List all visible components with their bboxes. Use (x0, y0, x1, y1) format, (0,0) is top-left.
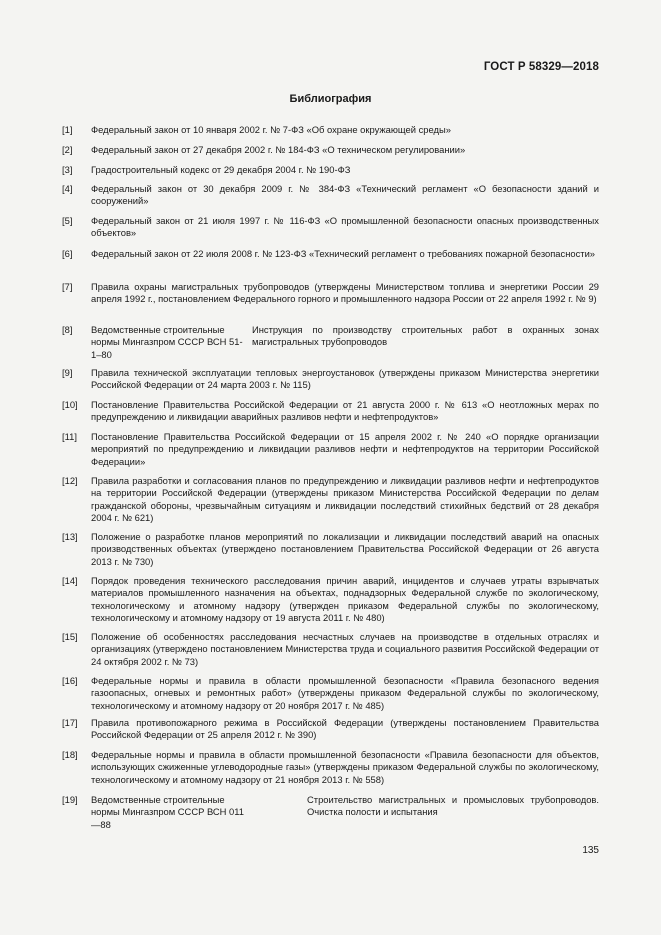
entry-number: [5] (62, 215, 73, 226)
entry-text: Градостроительный кодекс от 29 декабря 2004 г. № 190-ФЗ (91, 164, 351, 175)
document-code: ГОСТ Р 58329—2018 (483, 61, 599, 73)
entry-text: Порядок проведения технического расследования причин аварий, инцидентов и случаев утраты взрывчатых материалов промышленного назначения на объектах, поднадзорных Федеральной службе по экологическому, технологическому и атомному надзору (утвержден приказом Федеральной службы по экологическому, технологическому и атомному надзору от 19 августа 2011 г. № 480) (91, 575, 599, 623)
entry-number: [13] (62, 531, 78, 542)
entry-number: [3] (62, 164, 73, 175)
bibliography-entry (62, 324, 599, 360)
entry-text: Положение об особенностях расследования несчастных случаев на производстве в отдельных отраслях и организациях (утверждено постановлением Министерства труда и социального развития Российской Федерации от 24 октября 2002 г. № 73) (91, 631, 599, 667)
entry-number: [8] (62, 324, 73, 335)
entry-source: Ведомственные строительные нормы Мингазпром СССР ВСН 51-1–80 (91, 324, 243, 360)
bibliography-entry (62, 281, 599, 306)
bibliography-entry (62, 675, 599, 712)
entry-text: Правила противопожарного режима в Российской Федерации (утверждены постановлением Правительства Российской Федерации от 25 апреля 2012 г. № 390) (91, 717, 599, 741)
entry-text: Федеральные нормы и правила в области промышленной безопасности «Правила безопасности для объектов, использующих сжиженные углеводородные газы» (утверждены приказом Федеральной службы по экологическому, технологическому и атомному надзору от 21 ноября 2013 г. № 558) (91, 749, 599, 785)
page-number: 135 (582, 845, 599, 856)
entry-number: [18] (62, 749, 78, 760)
bibliography-entry (62, 475, 599, 524)
entry-number: [10] (62, 399, 78, 410)
bibliography-entry (62, 631, 599, 668)
bibliography-entry (62, 164, 599, 176)
entry-number: [4] (62, 183, 73, 194)
entry-text: Федеральный закон от 27 декабря 2002 г. № 184-ФЗ «О техническом регулировании» (91, 144, 466, 155)
bibliography-entry (62, 575, 599, 624)
bibliography-entry (62, 717, 599, 742)
entry-number: [7] (62, 281, 73, 292)
bibliography-entry (62, 399, 599, 424)
entry-text: Федеральный закон от 21 июля 1997 г. № 116-ФЗ «О промышленной безопасности опасных производственных объектов» (91, 215, 599, 239)
entry-number: [6] (62, 248, 73, 259)
entry-number: [14] (62, 575, 78, 586)
entry-number: [15] (62, 631, 78, 642)
bibliography-entry (62, 124, 599, 136)
bibliography-entry (62, 431, 599, 468)
bibliography-entry (62, 367, 599, 392)
bibliography-entry (62, 144, 599, 156)
entry-text: Федеральные нормы и правила в области промышленной безопасности «Правила безопасного ведения газоопасных, огневых и ремонтных работ» (утверждены приказом Федеральной службы по экологическому, технологическому и атомному надзору от 20 ноября 2017 г. № 485) (91, 675, 599, 711)
entry-number: [1] (62, 124, 73, 135)
entry-text: Постановление Правительства Российской Федерации от 15 апреля 2002 г. № 240 «О порядке организации мероприятий по предупреждению и ликвидации разливов нефти и нефтепродуктов на территории Российской Федерации» (91, 431, 599, 467)
entry-text: Федеральный закон от 30 декабря 2009 г. № 384-ФЗ «Технический регламент «О безопасности зданий и сооружений» (91, 183, 599, 207)
entry-number: [16] (62, 675, 78, 686)
section-title: Библиография (289, 93, 372, 105)
entry-number: [2] (62, 144, 73, 155)
entry-number: [12] (62, 475, 78, 486)
entry-title: Инструкция по производству строительных работ в охранных зонах магистральных трубопроводов (252, 324, 599, 348)
bibliography-entry (62, 794, 599, 830)
bibliography-entry (62, 248, 599, 260)
bibliography-entry (62, 749, 599, 786)
entry-text: Правила разработки и согласования планов по предупреждению и ликвидации разливов нефти и нефтепродуктов на территории Российской Федерации (утверждены приказом Министерства Российской Федерации по делам гражданской обороны, чрезвычайным ситуациям и ликвидации последствий стихийных бедствий от 28 декабря 2004 г. № 621) (91, 475, 599, 523)
entry-text: Постановление Правительства Российской Федерации от 21 августа 2000 г. № 613 «О неотложных мерах по предупреждению и ликвидации аварийных разливов нефти и нефтепродуктов» (91, 399, 599, 423)
entry-text: Федеральный закон от 22 июля 2008 г. № 123-ФЗ «Технический регламент о требованиях пожарной безопасности» (91, 248, 596, 259)
entry-text: Федеральный закон от 10 января 2002 г. № 7-ФЗ «Об охране окружающей среды» (91, 124, 451, 135)
entry-text: Положение о разработке планов мероприятий по локализации и ликвидации последствий аварий на опасных производственных объектах (утверждено постановлением Правительства Российской Федерации от 26 августа 2013 г. № 730) (91, 531, 599, 567)
bibliography-entry (62, 183, 599, 208)
entry-number: [19] (62, 794, 78, 805)
bibliography-entry (62, 531, 599, 568)
entry-source: Ведомственные строительные нормы Мингазпром СССР ВСН 011—88 (91, 794, 244, 830)
entry-number: [17] (62, 717, 78, 728)
entry-number: [11] (62, 431, 77, 442)
entry-text: Правила технической эксплуатации тепловых энергоустановок (утверждены приказом Министерства энергетики Российской Федерации от 24 марта 2003 г. № 115) (91, 367, 599, 391)
entry-text: Правила охраны магистральных трубопроводов (утверждены Министерством топлива и энергетики России 29 апреля 1992 г., постановлением Федерального горного и промышленного надзора России от 22 апреля 1992 г. № 9) (91, 281, 599, 305)
entry-title: Строительство магистральных и промысловых трубопроводов. Очистка полости и испытания (307, 794, 599, 818)
entry-number: [9] (62, 367, 73, 378)
bibliography-entry (62, 215, 599, 240)
